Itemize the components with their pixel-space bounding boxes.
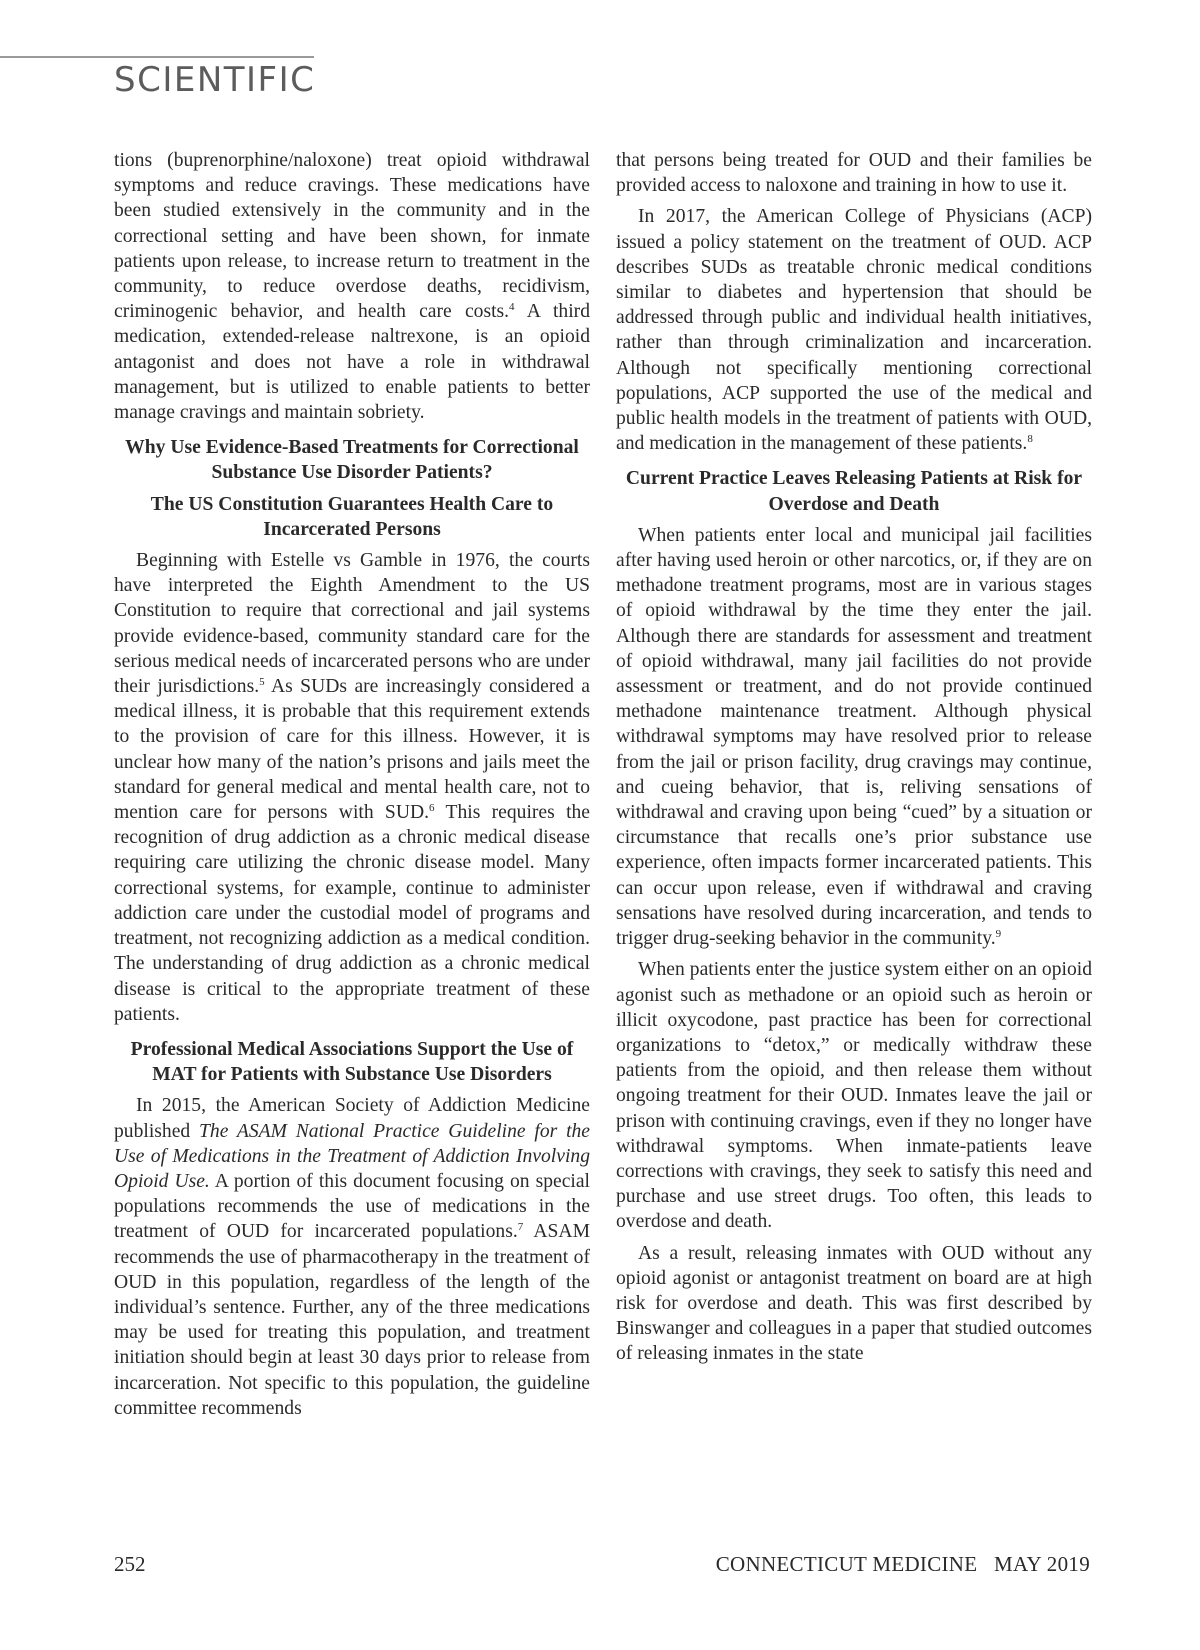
heading-current-practice: Current Practice Leaves Releasing Patients at Risk for Overdose and Death bbox=[625, 468, 1083, 515]
heading-why-evidence-based: Why Use Evidence-Based Treatments for Correctional Substance Use Disorder Patients? bbox=[125, 437, 579, 484]
journal-footer: CONNECTICUT MEDICINE MAY 2019 bbox=[715, 1552, 1090, 1576]
left-paragraph-1: tions (buprenorphine/naloxone) treat opioid withdrawal symptoms and reduce cravings. These medications have been studied extensively in the community and in the correctional setting and have been shown, for inmate patients upon release, to increase return to treatment in the community, to reduce overdose deaths, recidivism, criminogenic behavior, and health care costs.$^4$ A third medication, extended-release naltrexone, is an opioid antagonist and does not have a role in withdrawal management, but is utilized to enable patients to better manage cravings and maintain sobriety. bbox=[114, 150, 590, 424]
right-paragraph-1: that persons being treated for OUD and their families be provided access to naloxone and training in how to use it. bbox=[616, 150, 1092, 197]
section-label: SCIENTIFIC bbox=[114, 60, 316, 100]
reference-superscript: 8 bbox=[1027, 433, 1033, 446]
right-paragraph-3: When patients enter local and municipal jail facilities after having used heroin or other narcotics, or, if they are on methadone treatment programs, most are in various stages of opioid withdrawal by the time they enter the jail. Although there are standards for assessment and treatment of opioid withdrawal, many jail facilities do not provide assessment or treatment, and do not provide continued methadone maintenance treatment. Although physical withdrawal symptoms may have resolved prior to release from the jail or prison facility, drug cravings may continue, and cueing behavior, that is, reliving sensations of withdrawal and craving upon being “cued” by a situation or circumstance that recalls one’s prior substance use experience, often impacts former incarcerated patients. This can occur upon release, even if withdrawal and craving sensations have resolved during incarceration, and tends to trigger drug-seeking behavior in the community.$^9$ bbox=[616, 524, 1092, 950]
left-paragraph-3: In 2015, the American Society of Addiction Medicine published The ASAM National Practice Guideline for the Use of Medications in the Treatment of Addiction Involving Opioid Use. A portion of this document focusing on special populations recommends the use of medications in the treatment of OUD for incarcerated populations.$^7$ ASAM recommends the use of pharmacotherapy in the treatment of OUD in this population, regardless of the length of the individual’s sentence. Further, any of the three medications may be used for treating this population, and treatment initiation should begin at least 30 days prior to release from incarceration. Not specific to this population, the guideline committee recommends bbox=[114, 1095, 591, 1419]
left-column bbox=[114, 148, 590, 1427]
reference-superscript: 9 bbox=[995, 928, 1002, 941]
left-paragraph-2: Beginning with Estelle vs Gamble in 1976, the courts have interpreted the Eighth Amendment to the US Constitution to require that correctional and jail systems provide evidence-based, community standard care for the serious medical needs of incarcerated persons who are under their jurisdictions.$^5$ As SUDs are increasingly considered a medical illness, it is probable that this requirement extends to the provision of care for this illness. However, it is unclear how many of the nation’s prisons and jails meet the standard for general medical and mental health care, not to mention care for persons with SUD.$^6$ This requires the recognition of drug addiction as a chronic medical disease requiring care utilizing the chronic disease model. Many correctional systems, for example, continue to administer addiction care under the custodial model of programs and treatment, not recognizing addiction as a medical condition. The understanding of drug addiction as a chronic medical disease is critical to the appropriate treatment of these patients. bbox=[114, 550, 591, 1025]
reference-superscript: 6 bbox=[429, 802, 435, 815]
reference-superscript: 7 bbox=[517, 1221, 524, 1234]
right-paragraph-5: As a result, releasing inmates with OUD without any opioid agonist or antagonist treatment on board are at high risk for overdose and death. This was first described by Binswanger and colleagues in a paper that studied outcomes of releasing inmates in the state bbox=[616, 1242, 1092, 1365]
right-paragraph-4: When patients enter the justice system either on an opioid agonist such as methadone or an opioid such as heroin or illicit oxycodone, past practice has been for correctional organizations to “detox,” or medically withdraw these patients from the opioid, and then release them without ongoing treatment for their OUD. Inmates leave the jail or prison with continuing cravings, even if they no longer have withdrawal symptoms. When inmate-patients leave corrections with cravings, they seek to satisfy this need and purchase and use street drugs. Too often, this leads to overdose and death. bbox=[616, 959, 1092, 1233]
header-rule bbox=[0, 56, 314, 58]
reference-superscript: 4 bbox=[509, 301, 515, 314]
heading-professional-associations: Professional Medical Associations Support the Use of MAT for Patients with Substance Use Disorders bbox=[130, 1038, 574, 1086]
right-paragraph-2: In 2017, the American College of Physicians (ACP) issued a policy statement on the treatment of OUD. ACP describes SUDs as treatable chronic medical conditions similar to diabetes and hypertension that should be addressed through public and individual health initiatives, rather than through criminalization and incarceration. Although not specifically mentioning correctional populations, ACP supported the use of the medical and public health models in the treatment of patients with OUD, and medication in the management of these patients.$^8$ bbox=[616, 206, 1092, 455]
guideline-title: The ASAM National Practice Guideline for the Use of Medications in the Treatment of Addiction Involving Opioid Use. bbox=[114, 1120, 591, 1192]
heading-constitution: The US Constitution Guarantees Health Care to Incarcerated Persons bbox=[150, 493, 554, 540]
page-number: 252 bbox=[114, 1552, 146, 1576]
reference-superscript: 5 bbox=[259, 676, 265, 689]
right-column bbox=[616, 148, 1092, 1373]
